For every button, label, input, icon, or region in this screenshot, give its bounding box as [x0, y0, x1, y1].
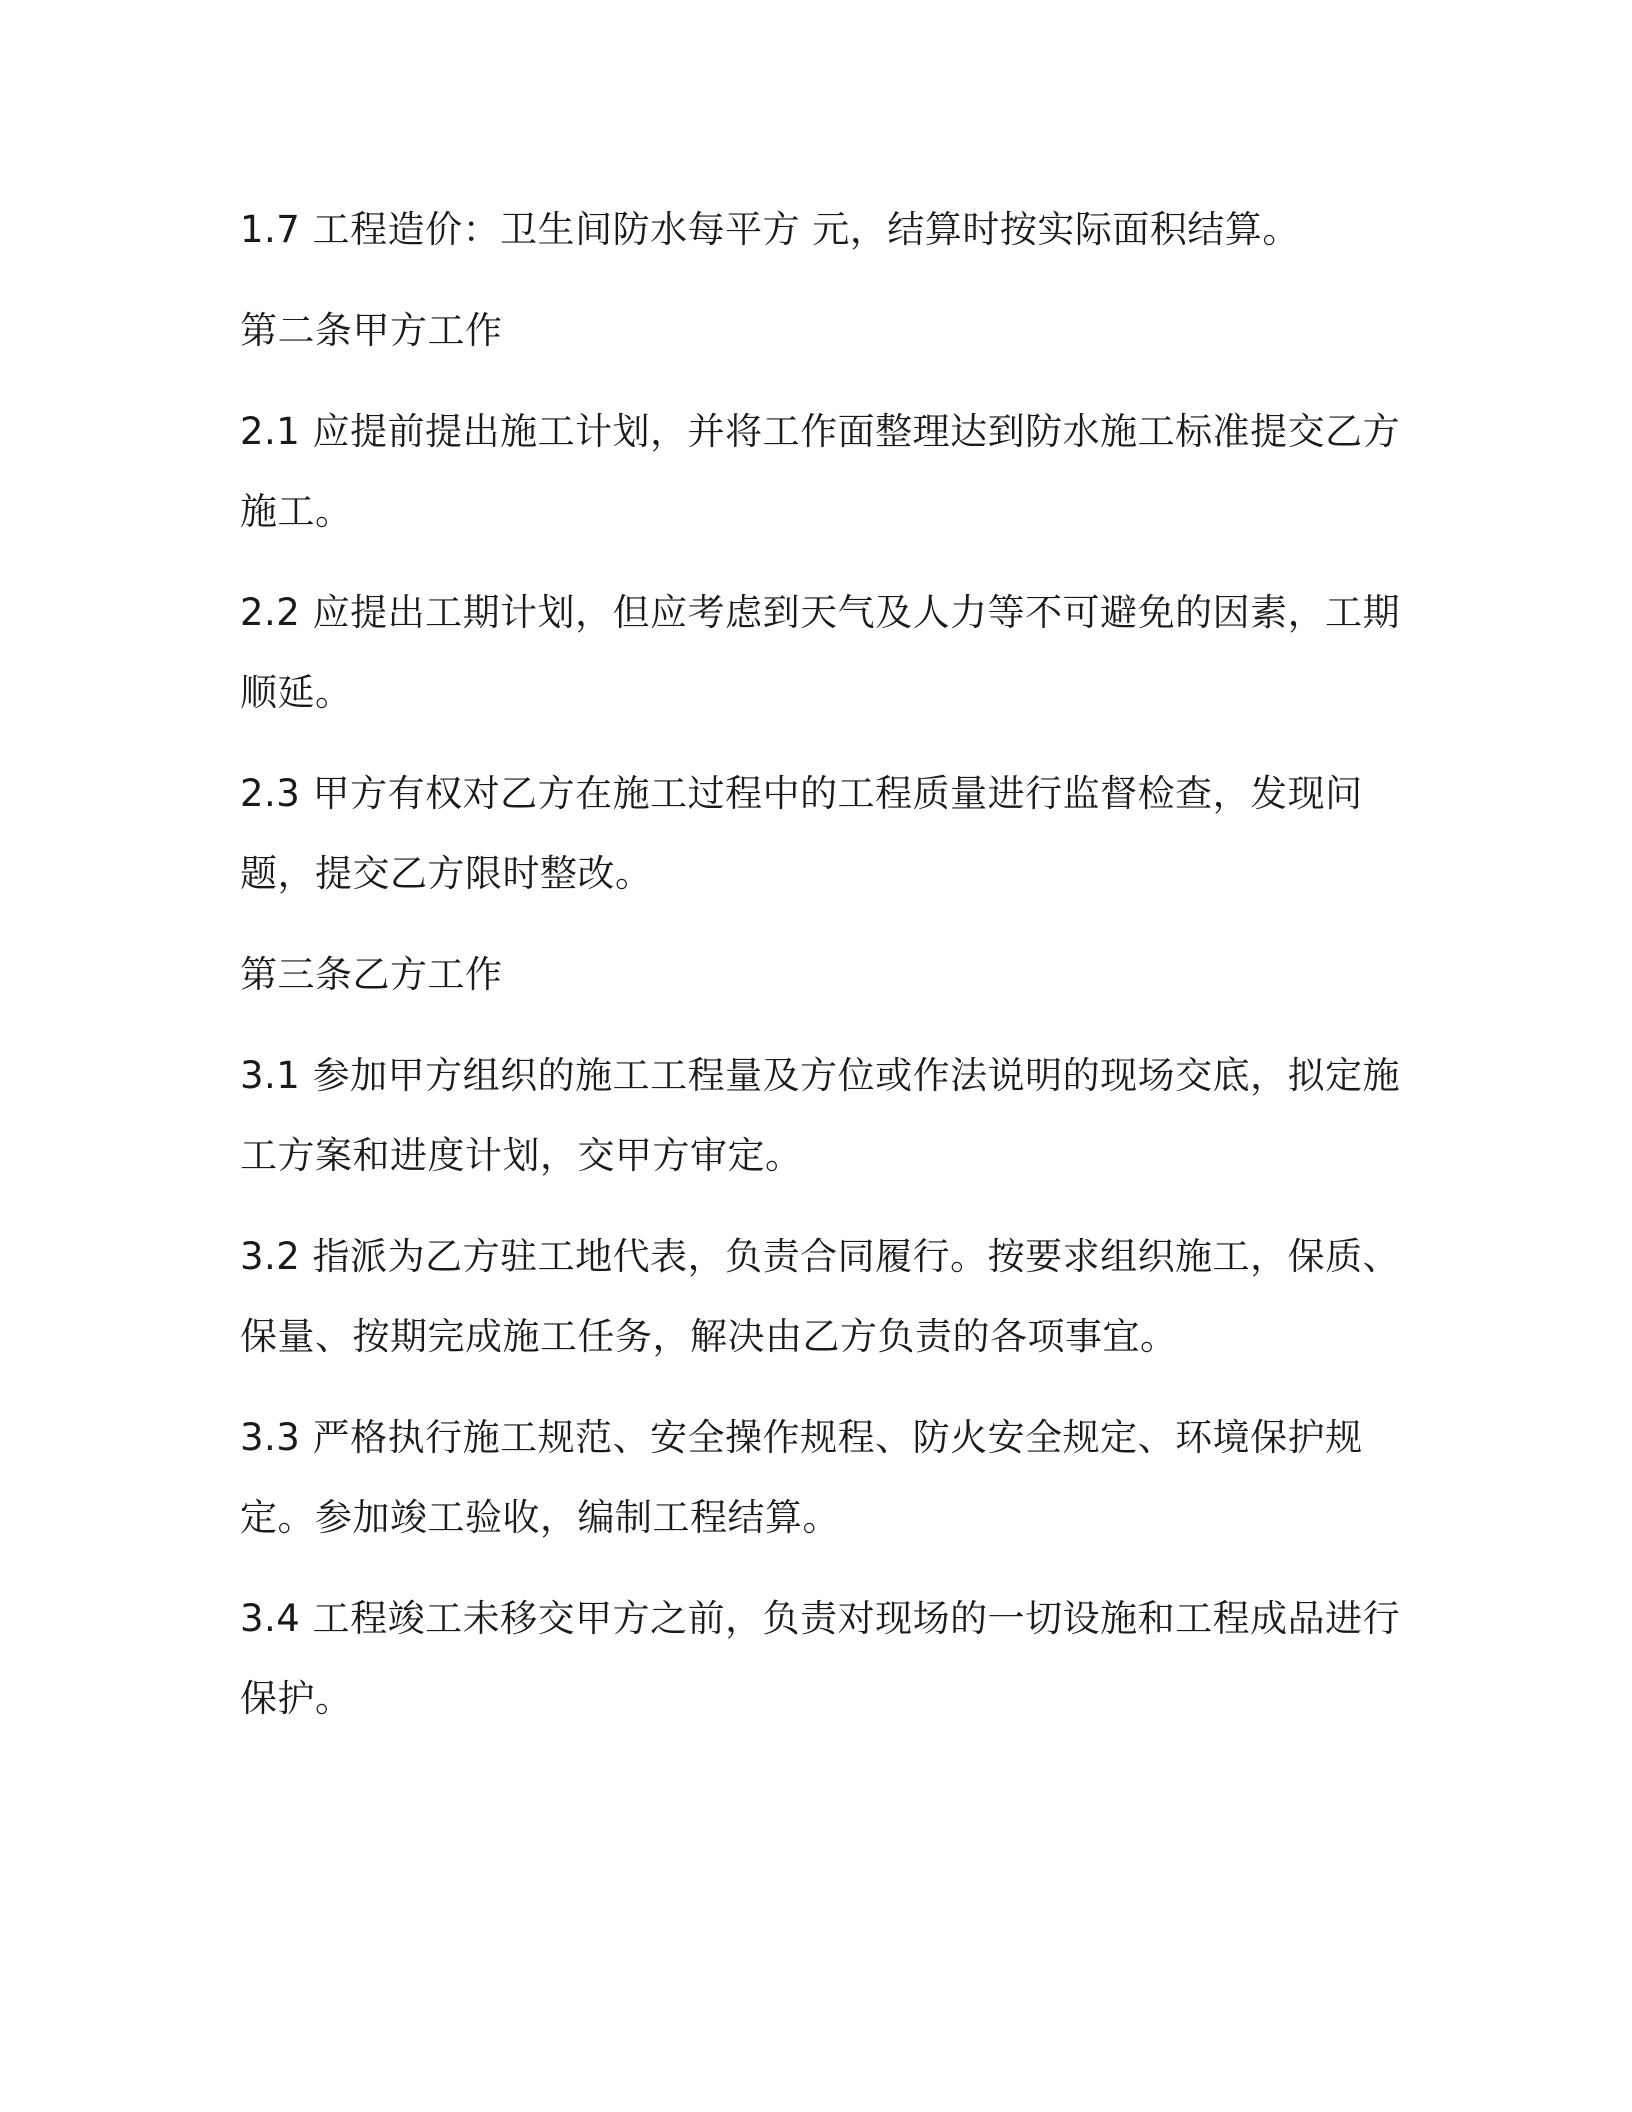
clause-3-2: 3.2 指派为乙方驻工地代表，负责合同履行。按要求组织施工，保质、保量、按期完成施工任务，解决由乙方负责的各项事宜。: [240, 1235, 1401, 1358]
clause-1-7: 1.7 工程造价：卫生间防水每平方 元，结算时按实际面积结算。: [240, 208, 1300, 251]
clause-3-1: 3.1 参加甲方组织的施工工程量及方位或作法说明的现场交底，拟定施工方案和进度计划，交甲方审定。: [240, 1054, 1401, 1177]
article-3-heading: 第三条乙方工作: [240, 953, 503, 996]
document-body: [240, 190, 1410, 1760]
article-2-heading: 第二条甲方工作: [240, 309, 503, 352]
clause-3-3: 3.3 严格执行施工规范、安全操作规程、防火安全规定、环境保护规定。参加竣工验收，编制工程结算。: [240, 1416, 1363, 1539]
clause-2-3: 2.3 甲方有权对乙方在施工过程中的工程质量进行监督检查，发现问题，提交乙方限时整改。: [240, 772, 1363, 895]
clause-3-4: 3.4 工程竣工未移交甲方之前，负责对现场的一切设施和工程成品进行保护。: [240, 1597, 1401, 1720]
clause-2-1: 2.1 应提前提出施工计划，并将工作面整理达到防水施工标准提交乙方施工。: [240, 410, 1401, 533]
clause-2-2: 2.2 应提出工期计划，但应考虑到天气及人力等不可避免的因素，工期顺延。: [240, 591, 1401, 714]
